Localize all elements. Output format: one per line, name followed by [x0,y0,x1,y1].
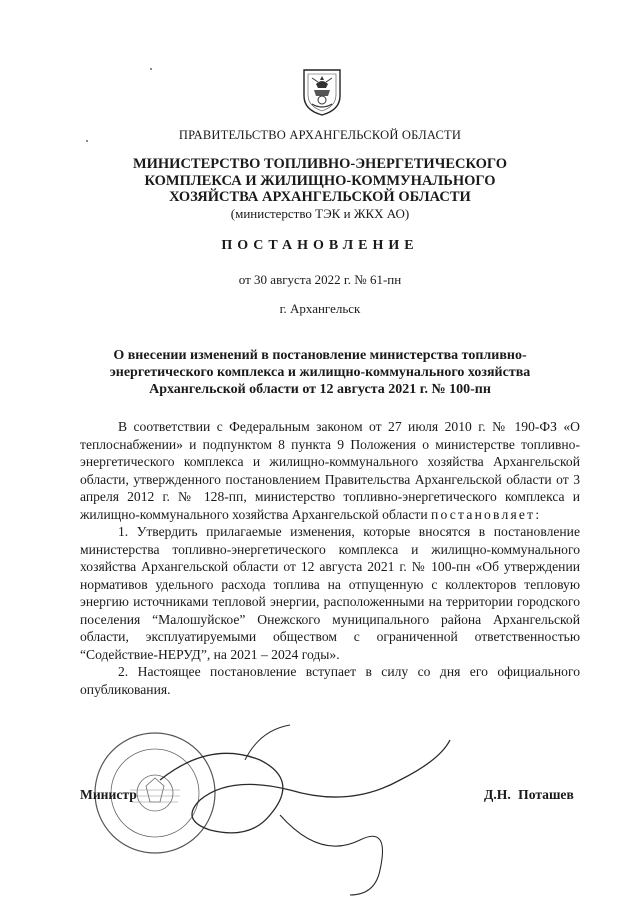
handwritten-signature-icon [150,720,470,900]
scan-speck [150,68,152,70]
document-type: ПОСТАНОВЛЕНИЕ [221,238,419,253]
ministry-name-line: ХОЗЯЙСТВА АРХАНГЕЛЬСКОЙ ОБЛАСТИ [169,189,471,205]
government-name: ПРАВИТЕЛЬСТВО АРХАНГЕЛЬСКОЙ ОБЛАСТИ [178,128,462,142]
document-city: г. Архангельск [279,301,361,316]
item-2-paragraph: 2. Настоящее постановление вступает в силу со дня его официального опубликования. [80,664,580,697]
document-body [80,418,580,698]
document-title-line: энергетического комплекса и жилищно-коммунального хозяйства [109,365,531,380]
document-date-number: от 30 августа 2022 г. № 61-пн [238,272,402,287]
ministry-name-line: МИНИСТЕРСТВО ТОПЛИВНО-ЭНЕРГЕТИЧЕСКОГО [132,156,508,172]
document-title [0,347,640,398]
ministry-abbreviation: (министерство ТЭК и ЖКХ АО) [230,206,410,221]
coat-of-arms-icon [300,66,344,116]
preamble-paragraph [80,418,580,523]
preamble-text: В соответствии с Федеральным законом от 27 июля 2010 г. № 190-ФЗ «О теплоснабжении» и подпунктом 8 пункта 9 Положения о министерстве топливно-энергетического комплекса и жилищно-коммунального хозяйства Архангельской области, утвержденного постановлением Правительства Архангельской области от 3 апреля 2012 г. № 128-пп, министерство топливно-энергетического комплекса и жилищно-коммунального хозяйства Архангельской области [80,419,580,522]
item-1-paragraph: 1. Утвердить прилагаемые изменения, которые вносятся в постановление министерства топливно-энергетического комплекса и жилищно-коммунального хозяйства Архангельской области от 12 августа 2021 г. № 100-пн «Об утверждении нормативов удельного расхода топлива на отпущенную с коллекторов тепловую энергию источниками тепловой энергии, расположенными на территории городского поселения “Малошуйское” Онежского муниципального района Архангельской области, эксплуатируемыми обществом с ограниченной ответственностью “Содействие-НЕРУД”, на 2021 – 2024 годы». [80,524,580,662]
decree-word: постановляет [431,506,536,522]
document-title-line: О внесении изменений в постановление министерства топливно- [113,348,527,363]
signatory-position: Министр [80,787,137,802]
scan-speck [86,140,88,142]
decree-colon: : [535,506,540,522]
signatory-name: Д.Н. Поташев [484,787,574,802]
document-title-line: Архангельской области от 12 августа 2021 г. № 100-пн [149,382,491,397]
ministry-name-line: КОМПЛЕКСА И ЖИЛИЩНО-КОММУНАЛЬНОГО [144,172,496,189]
ministry-name [0,156,640,206]
